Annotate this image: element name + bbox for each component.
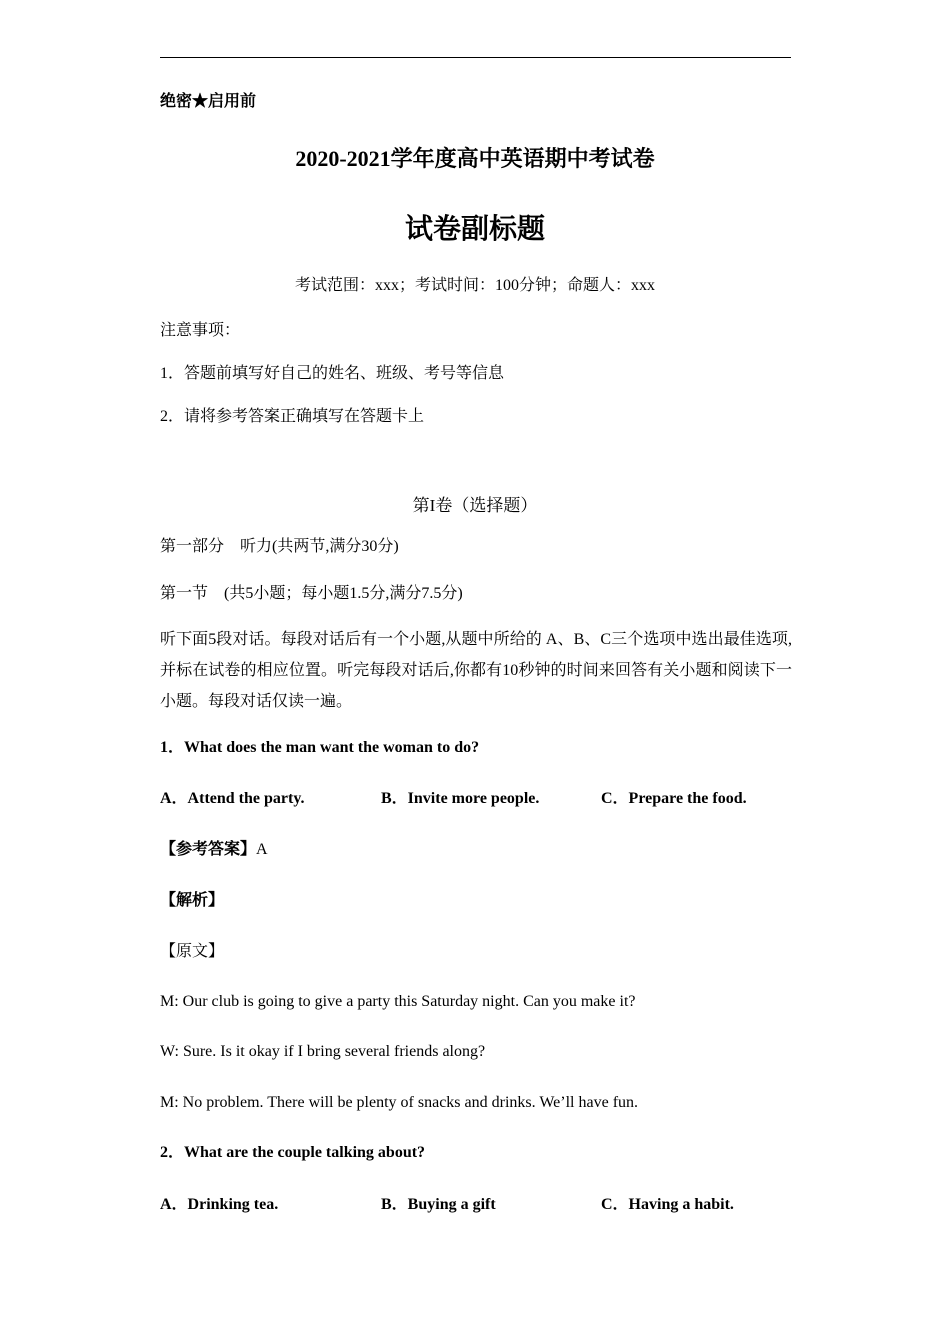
exam-info: 考试范围：xxx；考试时间：100分钟；命题人：xxx bbox=[294, 277, 655, 294]
header-rule bbox=[160, 57, 791, 58]
option-b: B．Buying a gift bbox=[381, 1196, 496, 1213]
transcript-line: M: No problem. There will be plenty of snacks and drinks. We’ll have fun. bbox=[160, 1094, 639, 1111]
instructions-paragraph: 听下面5段对话。每段对话后有一个小题,从题中所给的 A、B、C三个选项中选出最佳选项,并标在试卷的相应位置。听完每段对话后,你都有10秒钟的时间来回答有关小题和阅读下一小题。每段对话仅读一遍。 bbox=[160, 631, 792, 710]
answer-line bbox=[160, 840, 268, 860]
answer-label: 【参考答案】 bbox=[160, 841, 257, 858]
exam-title: 2020-2021学年度高中英语期中考试卷 bbox=[295, 146, 655, 171]
answer-value: A bbox=[256, 841, 268, 858]
original-text-label: 【原文】 bbox=[160, 943, 225, 960]
option-c: C．Having a habit. bbox=[601, 1196, 734, 1213]
note-item: 1．答题前填写好自己的姓名、班级、考号等信息 bbox=[160, 365, 505, 382]
analysis-label: 【解析】 bbox=[160, 892, 225, 909]
option-b: B．Invite more people. bbox=[381, 790, 540, 807]
transcript-line: M: Our club is going to give a party this Saturday night. Can you make it? bbox=[160, 993, 636, 1010]
option-a: A．Attend the party. bbox=[160, 790, 305, 807]
option-a: A．Drinking tea. bbox=[160, 1196, 279, 1213]
subsection-title: 第一节 (共5小题；每小题1.5分,满分7.5分) bbox=[160, 585, 463, 602]
part-title: 第一部分 听力(共两节,满分30分) bbox=[160, 538, 399, 555]
question-stem: 1．What does the man want the woman to do? bbox=[160, 739, 480, 756]
secret-mark: 绝密★启用前 bbox=[160, 93, 257, 110]
exam-subtitle: 试卷副标题 bbox=[404, 214, 545, 245]
notes-heading: 注意事项： bbox=[160, 322, 241, 339]
volume-title: 第I卷（选择题） bbox=[412, 496, 538, 515]
option-c: C．Prepare the food. bbox=[601, 790, 747, 807]
question-stem: 2．What are the couple talking about? bbox=[160, 1144, 426, 1161]
transcript-line: W: Sure. Is it okay if I bring several friends along? bbox=[160, 1043, 486, 1060]
note-item: 2．请将参考答案正确填写在答题卡上 bbox=[160, 408, 425, 425]
